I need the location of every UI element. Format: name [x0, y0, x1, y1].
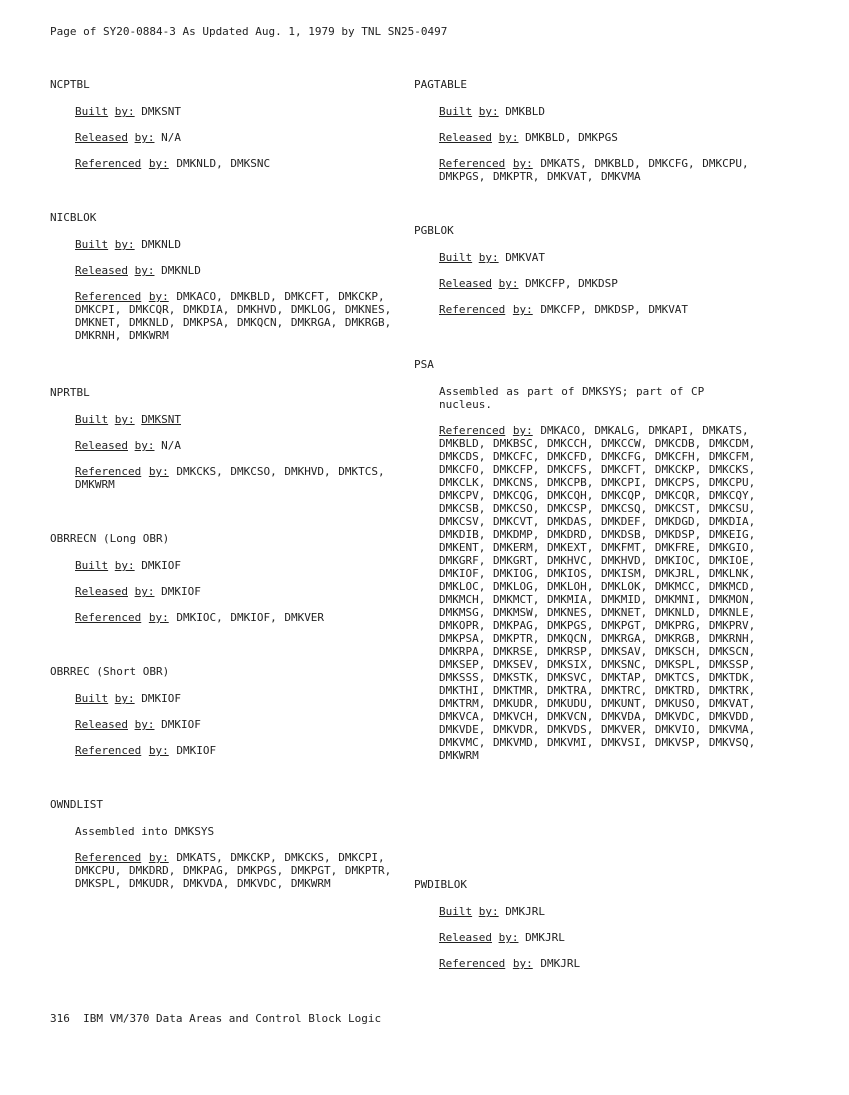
referenced-by-value: DMKATS, DMKBLD, DMKCFG, DMKCPU, DMKPGS, DMKPTR, DMKVAT, DMKVMA: [439, 157, 749, 183]
entry-nprtbl: [50, 386, 395, 491]
released-by-line: Released by: DMKIOF: [75, 718, 201, 731]
referenced-by-value: DMKJRL: [540, 957, 581, 970]
released-by-value: DMKIOF: [161, 585, 201, 598]
entry-obrrecn: [50, 532, 395, 624]
entry-pgblok: [414, 224, 759, 316]
page-footer: 316 IBM VM/370 Data Areas and Control Block Logic: [50, 1012, 382, 1025]
referenced-by-value: DMKACO, DMKBLD, DMKCFT, DMKCKP, DMKCPI, DMKCQR, DMKDIA, DMKHVD, DMKLOG, DMKNES, DMKNET, DMKNLD, DMKPSA, DMKQCN, DMKRGA, DMKRGB, DMKRNH, DMKWRM: [75, 290, 392, 342]
assembled-line: Assembled as part of DMKSYS; part of CP nucleus.: [439, 385, 705, 411]
built-by-value: DMKNLD: [141, 238, 181, 251]
entry-name: PWDIBLOK: [414, 878, 467, 891]
referenced-by-line: Referenced by: DMKACO, DMKALG, DMKAPI, DMKATS, DMKBLD, DMKBSC, DMKCCH, DMKCCW, DMKCDB, DMKCDM, DMKCDS, DMKCFC, DMKCFD, DMKCFG, DMKCFH, DMKCFM, DMKCFO, DMKCFP, DMKCFS, DMKCFT, DMKCKP, DMKCKS, DMKCLK, DMKCNS, DMKCPB, DMKCPI, DMKCPS, DMKCPU, DMKCPV, DMKCQG, DMKCQH, DMKCQP, DMKCQR, DMKCQY, DMKCSB, DMKCSO, DMKCSP, DMKCSQ, DMKCST, DMKCSU, DMKCSV, DMKCVT, DMKDAS, DMKDEF, DMKDGD, DMKDIA, DMKDIB, DMKDMP, DMKDRD, DMKDSB, DMKDSP, DMKEIG, DMKENT, DMKERM, DMKEXT, DMKFMT, DMKFRE, DMKGIO, DMKGRF, DMKGRT, DMKHVC, DMKHVD, DMKIOC, DMKIOE, DMKIOF, DMKIOG, DMKIOS, DMKISM, DMKJRL, DMKLNK, DMKLOC, DMKLOG, DMKLOH, DMKLOK, DMKMCC, DMKMCD, DMKMCH, DMKMCT, DMKMIA, DMKMID, DMKMNI, DMKMON, DMKMSG, DMKMSW, DMKNES, DMKNET, DMKNLD, DMKNLE, DMKOPR, DMKPAG, DMKPGS, DMKPGT, DMKPRG, DMKPRV, DMKPSA, DMKPTR, DMKQCN, DMKRGA, DMKRGB, DMKRNH, DMKRPA, DMKRSE, DMKRSP, DMKSAV, DMKSCH, DMKSCN, DMKSEP, DMKSEV, DMKSIX, DMKSNC, DMKSPL, DMKSSP, DMKSSS, DMKSTK, DMKSVC, DMKTAP, DMKTCS, DMKTDK, DMKTHI, DMKTMR, DMKTRA, DMKTRC, DMKTRD, DMKTRK, DMKTRM, DMKUDR, DMKUDU, DMKUNT, DMKUSO, DMKVAT, DMKVCA, DMKVCH, DMKVCN, DMKVDA, DMKVDC, DMKVDD, DMKVDE, DMKVDR, DMKVDS, DMKVER, DMKVIO, DMKVMA, DMKVMC, DMKVMD, DMKVMI, DMKVSI, DMKVSP, DMKVSQ, DMKWRM: [439, 424, 756, 762]
released-by-line: Released by: N/A: [75, 131, 181, 144]
built-by-line: Built by: DMKVAT: [439, 251, 545, 264]
referenced-by-line: Referenced by: DMKJRL: [439, 957, 581, 970]
released-by-value: DMKBLD, DMKPGS: [525, 131, 618, 144]
referenced-by-value: DMKACO, DMKALG, DMKAPI, DMKATS, DMKBLD, DMKBSC, DMKCCH, DMKCCW, DMKCDB, DMKCDM, DMKCDS, DMKCFC, DMKCFD, DMKCFG, DMKCFH, DMKCFM, DMKCFO, DMKCFP, DMKCFS, DMKCFT, DMKCKP, DMKCKS, DMKCLK, DMKCNS, DMKCPB, DMKCPI, DMKCPS, DMKCPU, DMKCPV, DMKCQG, DMKCQH, DMKCQP, DMKCQR, DMKCQY, DMKCSB, DMKCSO, DMKCSP, DMKCSQ, DMKCST, DMKCSU, DMKCSV, DMKCVT, DMKDAS, DMKDEF, DMKDGD, DMKDIA, DMKDIB, DMKDMP, DMKDRD, DMKDSB, DMKDSP, DMKEIG, DMKENT, DMKERM, DMKEXT, DMKFMT, DMKFRE, DMKGIO, DMKGRF, DMKGRT, DMKHVC, DMKHVD, DMKIOC, DMKIOE, DMKIOF, DMKIOG, DMKIOS, DMKISM, DMKJRL, DMKLNK, DMKLOC, DMKLOG, DMKLOH, DMKLOK, DMKMCC, DMKMCD, DMKMCH, DMKMCT, DMKMIA, DMKMID, DMKMNI, DMKMON, DMKMSG, DMKMSW, DMKNES, DMKNET, DMKNLD, DMKNLE, DMKOPR, DMKPAG, DMKPGS, DMKPGT, DMKPRG, DMKPRV, DMKPSA, DMKPTR, DMKQCN, DMKRGA, DMKRGB, DMKRNH, DMKRPA, DMKRSE, DMKRSP, DMKSAV, DMKSCH, DMKSCN, DMKSEP, DMKSEV, DMKSIX, DMKSNC, DMKSPL, DMKSSP, DMKSSS, DMKSTK, DMKSVC, DMKTAP, DMKTCS, DMKTDK, DMKTHI, DMKTMR, DMKTRA, DMKTRC, DMKTRD, DMKTRK, DMKTRM, DMKUDR, DMKUDU, DMKUNT, DMKUSO, DMKVAT, DMKVCA, DMKVCH, DMKVCN, DMKVDA, DMKVDC, DMKVDD, DMKVDE, DMKVDR, DMKVDS, DMKVER, DMKVIO, DMKVMA, DMKVMC, DMKVMD, DMKVMI, DMKVSI, DMKVSP, DMKVSQ, DMKWRM: [439, 424, 756, 762]
built-by-value: DMKSNT: [141, 105, 181, 118]
built-by-line: Built by: DMKSNT: [75, 105, 181, 118]
referenced-by-line: Referenced by: DMKIOC, DMKIOF, DMKVER: [75, 611, 325, 624]
released-by-line: Released by: DMKCFP, DMKDSP: [439, 277, 618, 290]
released-by-line: Released by: DMKIOF: [75, 585, 201, 598]
referenced-by-line: Referenced by: DMKATS, DMKBLD, DMKCFG, DMKCPU, DMKPGS, DMKPTR, DMKVAT, DMKVMA: [439, 157, 749, 183]
released-by-line: Released by: N/A: [75, 439, 181, 452]
referenced-by-line: Referenced by: DMKIOF: [75, 744, 217, 757]
entry-pwdiblok: [414, 878, 759, 970]
released-by-value: N/A: [161, 439, 181, 452]
built-by-value: DMKSNT: [141, 413, 181, 426]
released-by-value: DMKNLD: [161, 264, 201, 277]
released-by-line: Released by: DMKJRL: [439, 931, 565, 944]
entry-pagtable: [414, 78, 759, 183]
built-by-line: Built by: DMKBLD: [439, 105, 545, 118]
built-by-line: Built by: DMKNLD: [75, 238, 181, 251]
entry-name: PGBLOK: [414, 224, 454, 237]
referenced-by-value: DMKCKS, DMKCSO, DMKHVD, DMKTCS, DMKWRM: [75, 465, 385, 491]
referenced-by-line: Referenced by: DMKACO, DMKBLD, DMKCFT, DMKCKP, DMKCPI, DMKCQR, DMKDIA, DMKHVD, DMKLOG, DMKNES, DMKNET, DMKNLD, DMKPSA, DMKQCN, DMKRGA, DMKRGB, DMKRNH, DMKWRM: [75, 290, 392, 342]
referenced-by-value: DMKIOC, DMKIOF, DMKVER: [176, 611, 325, 624]
built-by-value: DMKIOF: [141, 692, 181, 705]
built-by-value: DMKVAT: [505, 251, 545, 264]
referenced-by-value: DMKIOF: [176, 744, 217, 757]
referenced-by-line: Referenced by: DMKNLD, DMKSNC: [75, 157, 271, 170]
referenced-by-line: Referenced by: DMKCKS, DMKCSO, DMKHVD, DMKTCS, DMKWRM: [75, 465, 385, 491]
released-by-line: Released by: DMKNLD: [75, 264, 201, 277]
entry-name: NPRTBL: [50, 386, 90, 399]
entry-name: PSA: [414, 358, 434, 371]
built-by-value: DMKIOF: [141, 559, 181, 572]
referenced-by-value: DMKATS, DMKCKP, DMKCKS, DMKCPI, DMKCPU, DMKDRD, DMKPAG, DMKPGS, DMKPGT, DMKPTR, DMKSPL, DMKUDR, DMKVDA, DMKVDC, DMKWRM: [75, 851, 392, 890]
referenced-by-line: Referenced by: DMKATS, DMKCKP, DMKCKS, DMKCPI, DMKCPU, DMKDRD, DMKPAG, DMKPGS, DMKPGT, DMKPTR, DMKSPL, DMKUDR, DMKVDA, DMKVDC, DMKWRM: [75, 851, 392, 890]
entry-ncptbl: [50, 78, 395, 170]
built-by-line: Built by: DMKJRL: [439, 905, 545, 918]
referenced-by-line: Referenced by: DMKCFP, DMKDSP, DMKVAT: [439, 303, 689, 316]
built-by-line: Built by: DMKSNT: [75, 413, 181, 426]
released-by-value: N/A: [161, 131, 181, 144]
built-by-line: Built by: DMKIOF: [75, 692, 181, 705]
released-by-value: DMKCFP, DMKDSP: [525, 277, 618, 290]
built-by-value: DMKJRL: [505, 905, 545, 918]
referenced-by-value: DMKCFP, DMKDSP, DMKVAT: [540, 303, 689, 316]
referenced-by-value: DMKNLD, DMKSNC: [176, 157, 271, 170]
entry-psa: [414, 358, 759, 762]
entry-name: OBRREC (Short OBR): [50, 665, 170, 678]
entry-name: PAGTABLE: [414, 78, 467, 91]
assembled-line: Assembled into DMKSYS: [75, 825, 215, 838]
released-by-line: Released by: DMKBLD, DMKPGS: [439, 131, 618, 144]
entry-name: NCPTBL: [50, 78, 90, 91]
released-by-value: DMKIOF: [161, 718, 201, 731]
built-by-value: DMKBLD: [505, 105, 545, 118]
entry-name: OBRRECN (Long OBR): [50, 532, 170, 545]
page-header: Page of SY20-0884-3 As Updated Aug. 1, 1979 by TNL SN25-0497: [50, 25, 448, 38]
entry-name: NICBLOK: [50, 211, 97, 224]
entry-owndlist: [50, 798, 395, 890]
entry-name: OWNDLIST: [50, 798, 103, 811]
built-by-line: Built by: DMKIOF: [75, 559, 181, 572]
entry-nicblok: [50, 211, 395, 342]
entry-obrrec: [50, 665, 395, 757]
released-by-value: DMKJRL: [525, 931, 565, 944]
